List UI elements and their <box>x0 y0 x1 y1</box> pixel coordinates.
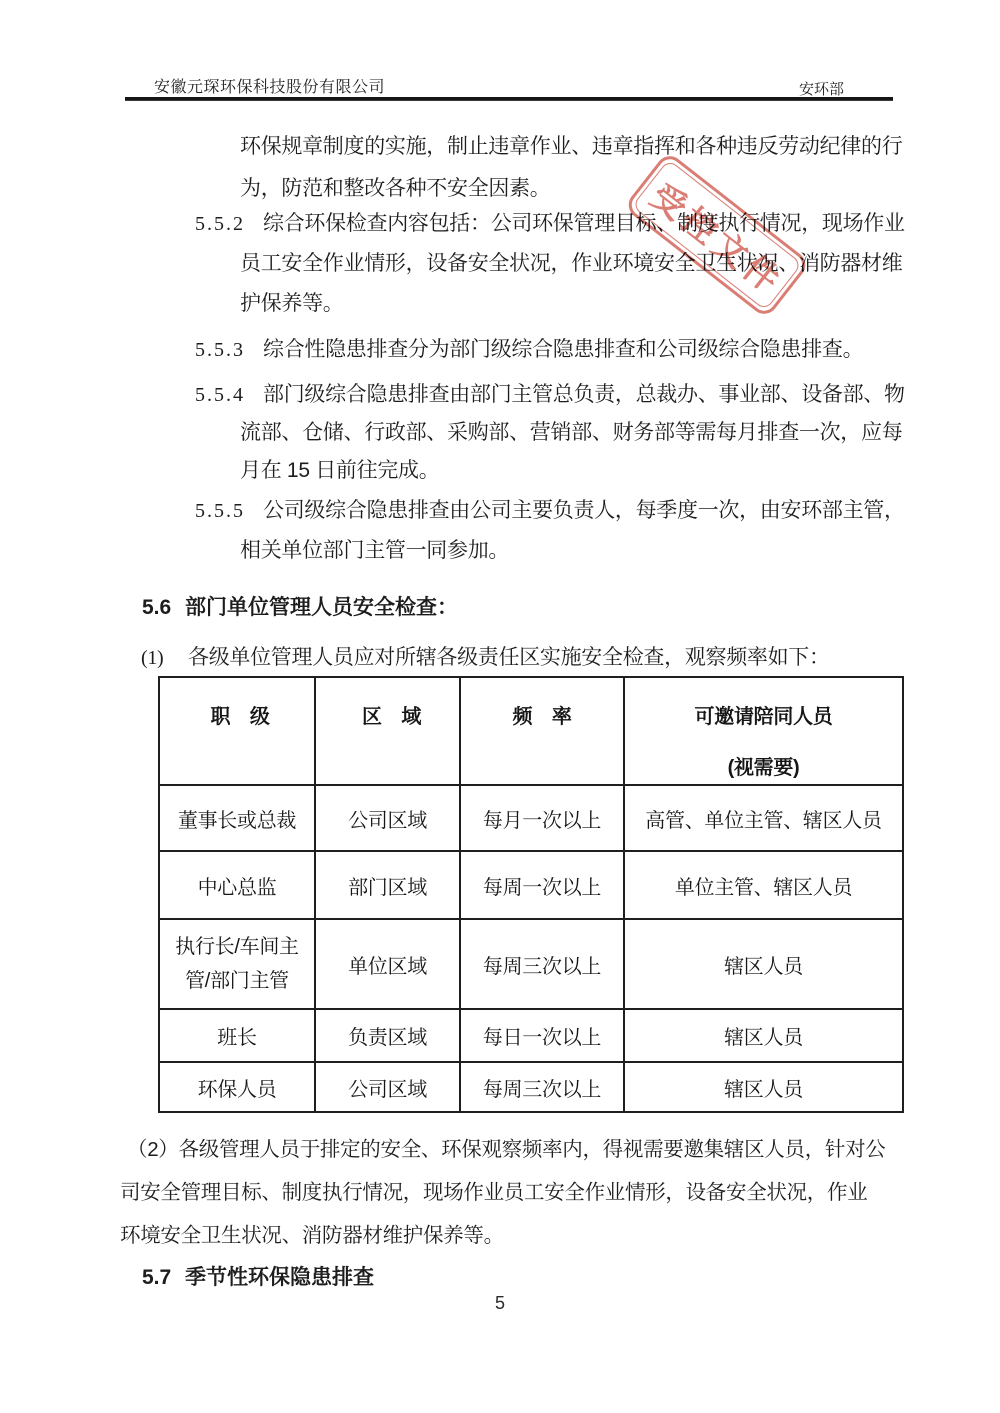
text-line: 护保养等。 <box>240 292 344 315</box>
section-heading-5-6 <box>142 591 458 621</box>
header-label: 可邀请陪同人员 <box>694 706 833 728</box>
item-5-5-2 <box>195 204 905 324</box>
cell-companions: 单位主管、辖区人员 <box>624 851 903 919</box>
text-line: 相关单位部门主管一同参加。 <box>240 539 510 562</box>
section-title: 部门单位管理人员安全检查： <box>185 596 458 619</box>
text-line: 月在 15 日前往完成。 <box>240 459 440 482</box>
cell-frequency: 每周一次以上 <box>460 851 624 919</box>
item-5-5-3 <box>195 330 863 370</box>
cell-rank: 班长 <box>159 1009 315 1062</box>
table-header-rank <box>159 677 315 785</box>
text-line: 流部、仓储、行政部、采购部、营销部、财务部等需每月排查一次，应每 <box>240 421 903 444</box>
table-row <box>159 851 903 919</box>
text-line: 环境安全卫生状况、消防器材维护保养等。 <box>120 1224 504 1247</box>
section-heading-5-7 <box>142 1261 374 1291</box>
cell-rank: 环保人员 <box>159 1062 315 1112</box>
stamp-text: 受控文件 <box>643 176 790 303</box>
table-header-companions <box>624 677 903 785</box>
table-row <box>159 1009 903 1062</box>
item-number: 5.5.5 <box>195 500 245 522</box>
cell-frequency: 每月一次以上 <box>460 785 624 851</box>
list-item-number: (1) <box>141 647 164 669</box>
cell-rank: 董事长或总裁 <box>159 785 315 851</box>
section-number: 5.6 <box>142 596 172 619</box>
text-line: 司安全管理目标、制度执行情况，现场作业员工安全作业情形，设备安全状况，作业 <box>120 1181 868 1204</box>
item-number: 5.5.3 <box>195 339 245 361</box>
section-number: 5.7 <box>142 1266 172 1289</box>
item-5-5-4 <box>195 376 905 490</box>
cell-rank: 中心总监 <box>159 851 315 919</box>
text-line: 部门级综合隐患排查由部门主管总负责，总裁办、事业部、设备部、物 <box>263 383 905 406</box>
cell-area: 公司区域 <box>315 785 460 851</box>
paragraph-2 <box>120 1128 886 1257</box>
item-number: 5.5.2 <box>195 213 245 235</box>
text-line: 环保规章制度的实施，制止违章作业、违章指挥和各种违反劳动纪律的行 <box>240 135 903 158</box>
text-line: 综合性隐患排查分为部门级综合隐患排查和公司级综合隐患排查。 <box>263 338 864 361</box>
table-row <box>159 919 903 1009</box>
header-company-name: 安徽元琛环保科技股份有限公司 <box>154 79 386 96</box>
text-line: 各级单位管理人员应对所辖各级责任区实施安全检查，观察频率如下： <box>188 646 830 669</box>
table-row <box>159 785 903 851</box>
text-line: （2）各级管理人员于排定的安全、环保观察频率内，得视需要邀集辖区人员，针对公 <box>127 1138 886 1161</box>
item-5-5-5 <box>195 491 905 571</box>
cell-area: 部门区域 <box>315 851 460 919</box>
intro-paragraph <box>240 126 902 210</box>
header-department: 安环部 <box>799 81 845 98</box>
cell-companions: 辖区人员 <box>624 1062 903 1112</box>
header-label: 区 域 <box>361 706 422 728</box>
text-line: 公司级综合隐患排查由公司主要负责人，每季度一次，由安环部主管， <box>263 499 905 522</box>
cell-area: 负责区域 <box>315 1009 460 1062</box>
cell-companions: 辖区人员 <box>624 919 903 1009</box>
header-label: 职 级 <box>210 706 270 728</box>
page-number: 5 <box>494 1293 505 1313</box>
header-label: 频 率 <box>512 706 572 728</box>
text-line: 为，防范和整改各种不安全因素。 <box>240 177 551 200</box>
section-title: 季节性环保隐患排查 <box>185 1266 374 1289</box>
header-label: (视需要) <box>727 757 800 779</box>
table-header-area <box>315 677 460 785</box>
cell-companions: 高管、单位主管、辖区人员 <box>624 785 903 851</box>
item-number: 5.5.4 <box>195 384 245 406</box>
table-header-row <box>159 677 903 785</box>
cell-frequency: 每日一次以上 <box>460 1009 624 1062</box>
cell-area: 公司区域 <box>315 1062 460 1112</box>
cell-companions: 辖区人员 <box>624 1009 903 1062</box>
cell-rank: 执行长/车间主管/部门主管 <box>159 919 315 1009</box>
cell-frequency: 每周三次以上 <box>460 919 624 1009</box>
cell-frequency: 每周三次以上 <box>460 1062 624 1112</box>
list-item-1 <box>141 641 830 671</box>
text-line: 员工安全作业情形，设备安全状况，作业环境安全卫生状况、消防器材维 <box>240 252 903 275</box>
table-row <box>159 1062 903 1112</box>
header-divider-rule <box>125 97 893 101</box>
table-header-frequency <box>460 677 624 785</box>
text-line: 综合环保检查内容包括：公司环保管理目标、制度执行情况，现场作业 <box>263 212 905 235</box>
inspection-frequency-table <box>158 676 904 1113</box>
cell-area: 单位区域 <box>315 919 460 1009</box>
